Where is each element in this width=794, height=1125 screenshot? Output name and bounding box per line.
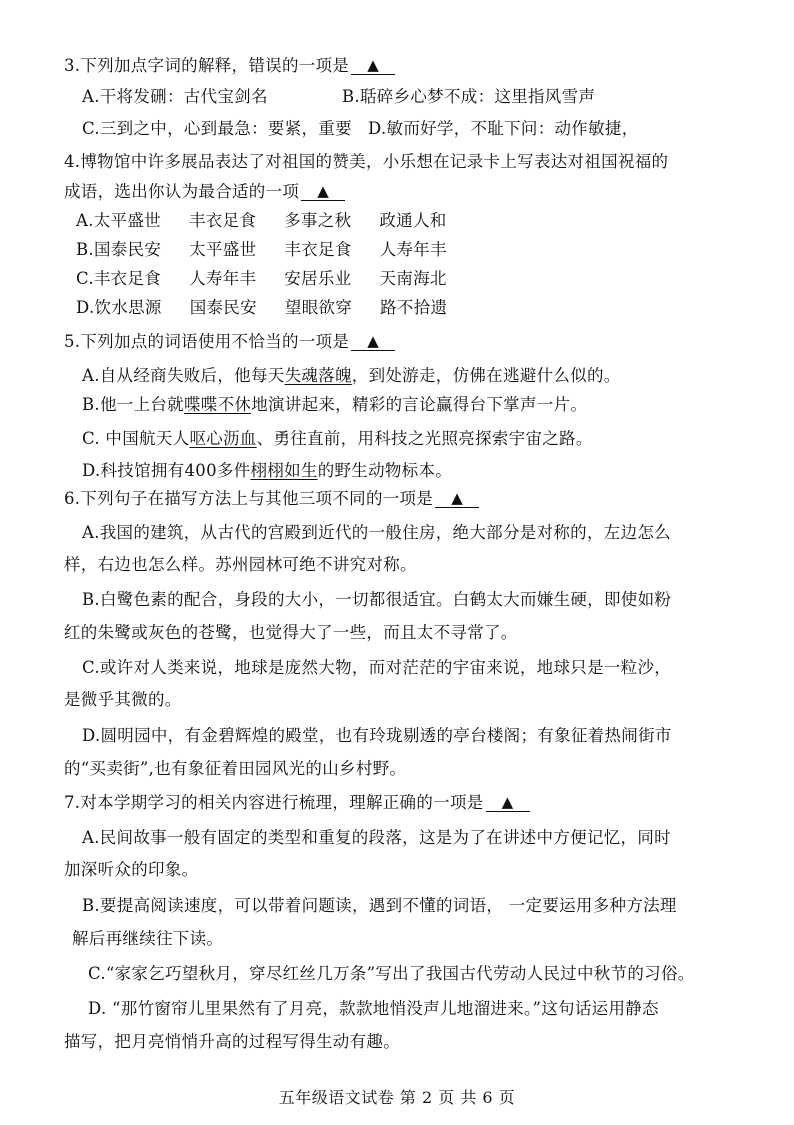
q4-stem-line1: 4.博物馆中许多展品表达了对祖国的赞美，小乐想在记录卡上写表达对祖国祝福的: [64, 152, 669, 171]
q7-option-d-line2: 描写，把月亮悄悄升高的过程写得生动有趣。: [64, 1032, 400, 1051]
q7-stem: 7.对本学期学习的相关内容进行梳理，理解正确的一项是 ▲: [64, 791, 530, 815]
q5-option-c: C. 中国航天人呕心沥血、勇往直前，用科技之光照亮探索宇宙之路。: [82, 429, 593, 448]
q3-option-b: B.聒碎乡心梦不成：这里指风雪声: [342, 87, 596, 106]
q6-option-b-line1: B.白鹭色素的配合，身段的大小，一切都很适宜。白鹤太大而嫌生硬，即使如粉: [82, 590, 672, 609]
q4-option-a: A.太平盛世 丰衣足食 多事之秋 政通人和: [76, 211, 447, 230]
q4-option-b: B.国泰民安 太平盛世 丰衣足食 人寿年丰: [76, 240, 447, 259]
q7-option-b-line2: 解后再继续往下读。: [72, 929, 224, 948]
q6-option-c-line1: C.或许对人类来说，地球是庞然大物，而对茫茫的宇宙来说，地球只是一粒沙，: [82, 658, 672, 677]
q7-option-c-line1: C.“家家乞巧望秋月，穿尽红丝几万条”写出了我国古代劳动人民过中秋节的习俗。: [88, 964, 695, 983]
q7-option-b-line1: B.要提高阅读速度，可以带着问题读，遇到不懂的词语， 一定要运用多种方法理: [82, 896, 677, 915]
answer-blank: ▲: [486, 793, 530, 812]
q5-option-a: A.自从经商失败后，他每天失魂落魄，到处游走，仿佛在逃避什么似的。: [82, 366, 621, 385]
q4-option-d: D.饮水思源 国泰民安 望眼欲穿 路不拾遗: [76, 298, 448, 317]
q7-option-d-line1: D. “那竹窗帘儿里果然有了月亮，款款地悄没声儿地溜进来。”这句话运用静态: [88, 999, 659, 1018]
q6-stem: 6.下列句子在描写方法上与其他三项不同的一项是 ▲: [64, 487, 479, 511]
q3-option-c: C.三到之中，心到最急：要紧，重要: [82, 119, 352, 138]
q3-option-a: A.干将发硎：古代宝剑名: [82, 87, 268, 106]
q5-option-b: B.他一上台就喋喋不休地演讲起来，精彩的言论赢得台下掌声一片。: [82, 395, 588, 414]
answer-blank: ▲: [301, 182, 345, 201]
q7-option-a-line1: A.民间故事一般有固定的类型和重复的段落，这是为了在讲述中方便记忆，同时: [82, 828, 671, 847]
q3-stem: 3.下列加点字词的解释，错误的一项是 ▲: [64, 54, 395, 78]
q6-option-d-line2: 的“买卖街”,也有象征着田园风光的山乡村野。: [64, 759, 407, 778]
answer-blank: ▲: [351, 332, 395, 351]
answer-blank: ▲: [435, 489, 479, 508]
answer-blank: ▲: [351, 56, 395, 75]
q6-option-a-line2: 样，右边也怎么样。苏州园林可绝不讲究对称。: [64, 555, 417, 574]
page-footer: 五年级语文试卷 第 2 页 共 6 页: [278, 1088, 516, 1107]
q6-option-a-line1: A.我国的建筑，从古代的宫殿到近代的一般住房，绝大部分是对称的，左边怎么: [82, 523, 671, 542]
q6-option-d-line1: D.圆明园中，有金碧辉煌的殿堂，也有玲珑剔透的亭台楼阁；有象征着热闹街市: [82, 726, 672, 745]
q4-option-c: C.丰衣足食 人寿年丰 安居乐业 天南海北: [76, 269, 447, 288]
q4-stem-line2: 成语，选出你认为最合适的一项 ▲: [64, 180, 345, 204]
q3-option-d: D.敏而好学，不耻下问：动作敏捷，: [368, 119, 639, 138]
q5-option-d: D.科技馆拥有400多件栩栩如生的野生动物标本。: [82, 461, 453, 480]
q5-stem: 5.下列加点的词语使用不恰当的一项是 ▲: [64, 330, 395, 354]
q6-option-b-line2: 红的朱鹭或灰色的苍鹭，也觉得大了一些，而且太不寻常了。: [64, 623, 518, 642]
q7-option-a-line2: 加深听众的印象。: [64, 860, 199, 879]
q6-option-c-line2: 是微乎其微的。: [64, 690, 182, 709]
